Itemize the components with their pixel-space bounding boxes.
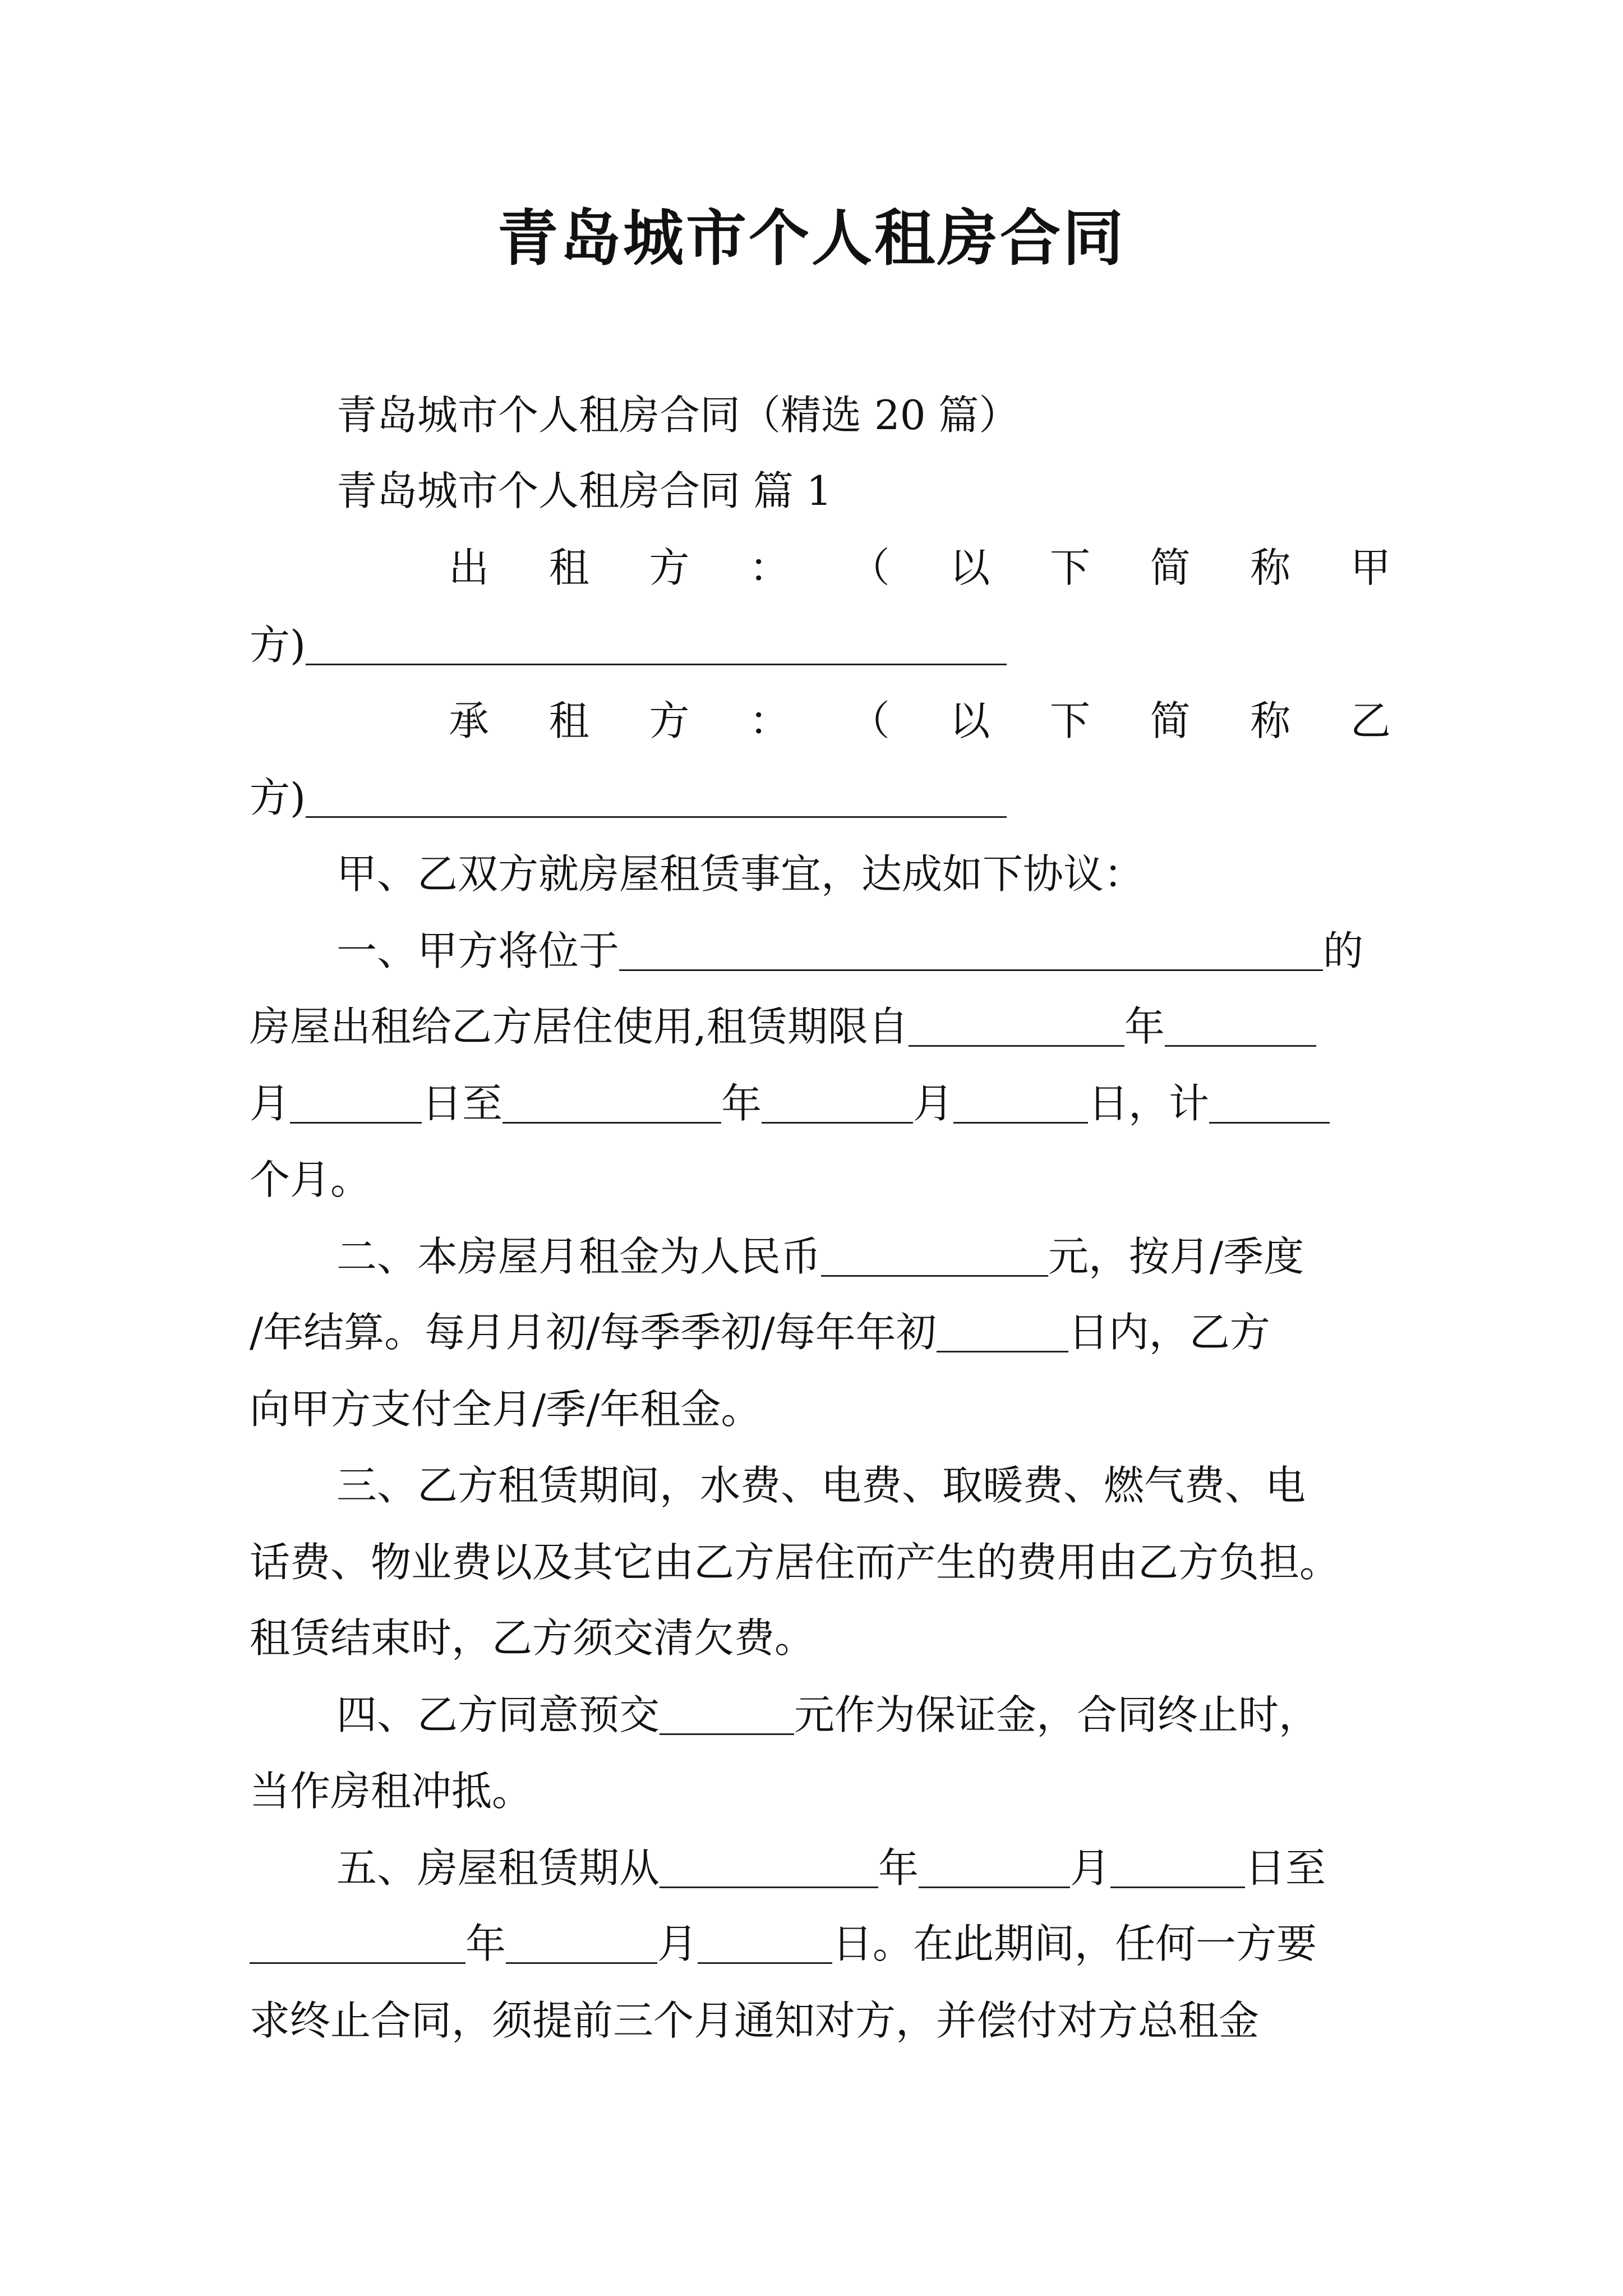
lessee-label-row xyxy=(449,693,1391,749)
subtitle: 青岛城市个人租房合同（精选 20 篇） xyxy=(336,392,1020,439)
clause5-end-day-blank[interactable] xyxy=(698,1918,832,1964)
clause1-line3: 月 日至 年 月 日，计 xyxy=(250,1075,1388,1131)
intro-paragraph: 甲、乙双方就房屋租赁事宜，达成如下协议： xyxy=(336,850,1145,898)
clause2-line2: /年结算。每月月初/每季季初/每年年初 日内，乙方 xyxy=(250,1304,1388,1360)
lessor-name-row: 方) xyxy=(250,617,1388,673)
clause3-line3: 租赁结束时，乙方须交清欠费。 xyxy=(250,1614,815,1662)
clause2-line1: 二、本房屋月租金为人民币 元，按月/季度 xyxy=(336,1228,1391,1285)
clause5-end-month-blank[interactable] xyxy=(506,1918,657,1964)
clause5-line2: 年 月 日。在此期间，任何一方要 xyxy=(250,1916,1388,1972)
clause4-line1: 四、乙方同意预交 元作为保证金，合同终止时， xyxy=(336,1687,1402,1743)
clause5-start-month-blank[interactable] xyxy=(919,1843,1070,1888)
clause5-line1: 五、房屋租赁期从 年 月 日至 xyxy=(336,1840,1391,1896)
clause5-start-year-blank[interactable] xyxy=(660,1843,878,1888)
clause1-address-blank[interactable] xyxy=(619,926,1323,971)
clause1-end-year-blank[interactable] xyxy=(502,1078,721,1124)
clause3-line2: 话费、物业费以及其它由乙方居住而产生的费用由乙方负担。 xyxy=(250,1539,1340,1586)
clause1-line2: 房屋出租给乙方居住使用,租赁期限自 年 xyxy=(250,999,1388,1055)
clause1-months-blank[interactable] xyxy=(1209,1078,1330,1124)
lessee-label-spread: 承 租 方 ： （ 以 下 简 称 乙 xyxy=(449,697,1391,744)
clause2-days-blank[interactable] xyxy=(937,1307,1068,1352)
document-title: 青岛城市个人租房合同 xyxy=(497,203,1126,274)
clause1-start-year-blank[interactable] xyxy=(909,1001,1124,1047)
clause1-end-month-blank[interactable] xyxy=(762,1078,913,1124)
clause5-start-day-blank[interactable] xyxy=(1110,1843,1245,1888)
clause2-rent-blank[interactable] xyxy=(821,1231,1048,1277)
clause4-line2: 当作房租冲抵。 xyxy=(250,1768,533,1815)
lessor-name-blank[interactable] xyxy=(306,620,1007,665)
clause3-line1: 三、乙方租赁期间，水费、电费、取暖费、燃气费、电 xyxy=(336,1462,1306,1509)
clause1-end-day-blank[interactable] xyxy=(953,1078,1088,1124)
clause4-deposit-blank[interactable] xyxy=(660,1690,794,1735)
clause1-line1: 一、甲方将位于 的 xyxy=(336,923,1391,979)
lessor-label-spread: 出 租 方 ： （ 以 下 简 称 甲 xyxy=(449,544,1391,591)
clause1-start-day-blank[interactable] xyxy=(290,1078,422,1124)
clause5-end-year-blank[interactable] xyxy=(250,1918,465,1964)
lessee-name-blank[interactable] xyxy=(306,772,1007,818)
clause2-line3: 向甲方支付全月/季/年租金。 xyxy=(250,1386,762,1433)
lessor-label-row xyxy=(449,540,1391,596)
section-heading: 青岛城市个人租房合同 篇 1 xyxy=(336,467,832,514)
clause5-line3: 求终止合同，须提前三个月通知对方，并偿付对方总租金 xyxy=(250,1997,1260,2044)
lessee-name-row: 方) xyxy=(250,770,1388,826)
clause1-start-month-blank[interactable] xyxy=(1165,1001,1316,1047)
clause1-line4: 个月。 xyxy=(250,1156,371,1203)
